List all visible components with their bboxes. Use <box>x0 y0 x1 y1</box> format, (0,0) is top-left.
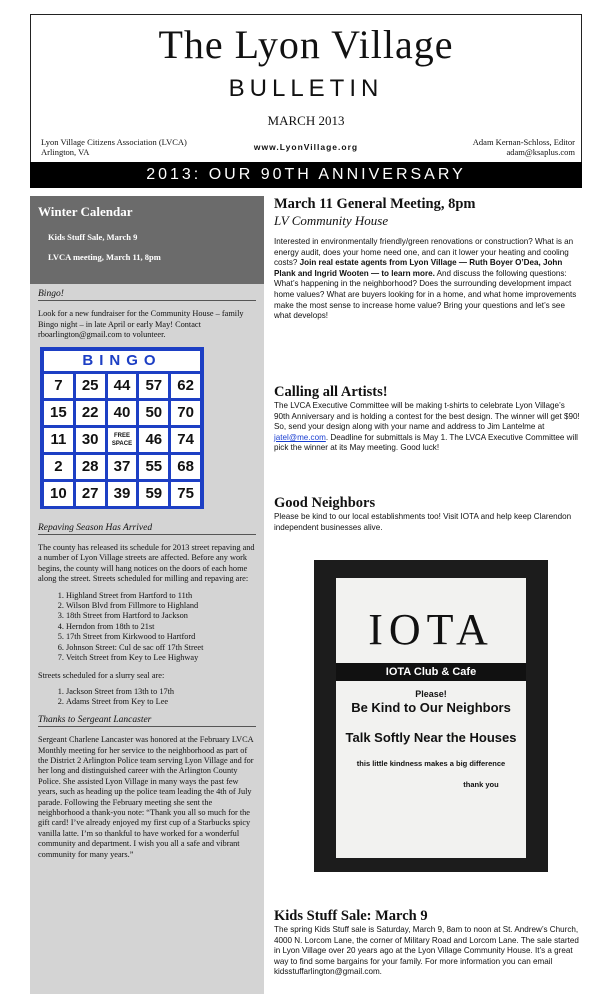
bingo-cell: 37 <box>108 455 137 479</box>
bingo-card-header: BINGO <box>44 351 200 371</box>
newsletter-page <box>30 14 582 994</box>
anniversary-banner: 2013: OUR 90TH ANNIVERSARY <box>30 162 582 188</box>
bingo-cell: 57 <box>139 374 168 398</box>
artist-email-link[interactable]: jatel@me.com <box>274 432 326 442</box>
publisher-location: Arlington, VA <box>41 147 90 157</box>
artists-article <box>274 384 582 454</box>
repaving-title: Repaving Season Has Arrived <box>38 523 256 535</box>
list-item: 2. Adams Street from Key to Lee <box>66 697 256 707</box>
bingo-cell: 62 <box>171 374 200 398</box>
calendar-heading: Winter Calendar <box>38 204 133 219</box>
masthead <box>30 14 582 164</box>
bingo-cell: 2 <box>44 455 73 479</box>
bingo-cell: 27 <box>76 482 105 506</box>
bingo-cell: 39 <box>108 482 137 506</box>
newsletter-title: The Lyon Village <box>158 22 454 67</box>
bingo-cell: 10 <box>44 482 73 506</box>
artists-text-2: . Deadline for submittals is May 1. The LVCA Executive Committee will pick the winner at its May meeting. Good luck! <box>274 432 578 453</box>
bingo-cell: 28 <box>76 455 105 479</box>
bingo-cell: 15 <box>44 401 73 425</box>
sign-line-2: Talk Softly Near the Houses <box>345 730 517 745</box>
bingo-cell: 59 <box>139 482 168 506</box>
editor-info <box>473 137 575 157</box>
calendar-event: LVCA meeting, March 11, 8pm <box>48 252 161 262</box>
issue-date: MARCH 2013 <box>267 113 345 128</box>
bingo-cell: 40 <box>108 401 137 425</box>
iota-sign <box>336 578 526 858</box>
bingo-cell: 50 <box>139 401 168 425</box>
kids-article <box>274 908 582 978</box>
website-link[interactable]: www.LyonVillage.org <box>253 142 359 152</box>
meeting-subtitle: LV Community House <box>274 213 389 228</box>
bingo-cell: 22 <box>76 401 105 425</box>
bingo-cell: 30 <box>76 428 105 452</box>
publisher-org: Lyon Village Citizens Association (LVCA) <box>41 137 187 147</box>
meeting-title: March 11 General Meeting, 8pm <box>274 196 476 212</box>
neighbors-title: Good Neighbors <box>274 495 376 511</box>
bingo-text: Look for a new fundraiser for the Community House – family Bingo night – in late April or early May! Contact rboarlington@gmail.com to volunteer. <box>38 309 244 340</box>
thanks-text: Sergeant Charlene Lancaster was honored at the February LVCA Monthly meeting for her service to the neighborhood as part of the District 2 Arlington Police team serving Lyon Village and for her long and distinguished career with the Arlington County Police. She assisted Lyon Village in many ways the past few years, such as heading up the police team leading the 4th of July parade. Following the February meeting she sent the neighborhood a thank-you note: “Thank you all so much for the gift card! I’ve already enjoyed my first cup of a Starbucks spicy vanilla latte. I’m so thankful to have worked for a wonderful community and department. I wish you all a safe and vibrant community for many years.” <box>38 735 254 859</box>
bingo-cell: 68 <box>171 455 200 479</box>
neighbors-text: Please be kind to our local establishments too! Visit IOTA and help keep Clarendon independent businesses alive. <box>274 512 572 532</box>
repaving-section <box>30 523 264 708</box>
bingo-cell: FREE SPACE <box>108 428 137 452</box>
list-item: 1. Jackson Street from 13th to 17th <box>66 687 256 697</box>
iota-sign-photo <box>314 560 548 872</box>
list-item: 1. Highland Street from Hartford to 11th <box>66 591 256 601</box>
meeting-text: Interested in environmentally friendly/green renovations or construction? What is an energy audit, does your home need one, and can it lower your heating and cooling costs? <box>274 237 574 268</box>
sign-small-text: this little kindness makes a big difference <box>356 759 506 768</box>
bingo-cell: 70 <box>171 401 200 425</box>
slurry-list <box>38 687 256 708</box>
meeting-text-2: And discuss the following questions: What’s happening in the neighborhood? Does the surrounding development impact home values? What are buyers looking for in a home, and what home improvements make the most sense to increase home value? Bring your questions and let’s see what develops! <box>274 268 577 321</box>
slurry-intro: Streets scheduled for a slurry seal are: <box>38 670 165 680</box>
sign-thanks: thank you <box>463 780 499 789</box>
bingo-cell: 11 <box>44 428 73 452</box>
bingo-cell: 74 <box>171 428 200 452</box>
bingo-cell: 7 <box>44 374 73 398</box>
thanks-title: Thanks to Sergeant Lancaster <box>38 715 256 727</box>
bingo-grid <box>44 374 200 506</box>
sidebar <box>30 196 264 994</box>
bingo-cell: 55 <box>139 455 168 479</box>
editor-name: Adam Kernan-Schloss, Editor <box>472 137 575 147</box>
artists-title: Calling all Artists! <box>274 384 388 400</box>
calendar-box <box>30 196 264 284</box>
meeting-article <box>274 196 582 322</box>
bingo-cell: 75 <box>171 482 200 506</box>
kids-text: The spring Kids Stuff sale is Saturday, March 9, 8am to noon at St. Andrew’s Church, 4000 N. Lorcom Lane, the corner of Military Road and Lorcom Lane. The sale started in Lyon Village over 20 years ago at the Lyon Village Community House. It’s a great way to find some bargains for your family. For more information you can email kidsstuffarlington@gmail.com. <box>274 925 579 977</box>
thanks-section <box>30 715 264 860</box>
meeting-body <box>274 237 582 322</box>
iota-logo: IOTA <box>368 605 494 654</box>
milling-list <box>38 591 256 664</box>
list-item: 3. 18th Street from Hartford to Jackson <box>66 611 256 621</box>
repaving-intro: The county has released its schedule for 2013 street repaving and a number of Lyon Village streets are affected. Before any work begins, the county will hang notices on the doors of each home along the street. Streets scheduled for milling and repaving are: <box>38 543 255 584</box>
sign-please: Please! <box>415 689 447 699</box>
list-item: 4. Herndon from 18th to 21st <box>66 622 256 632</box>
neighbors-article <box>274 495 582 533</box>
list-item: 7. Veitch Street from Key to Lee Highway <box>66 653 256 663</box>
artists-body <box>274 401 582 454</box>
list-item: 2. Wilson Blvd from Fillmore to Highland <box>66 601 256 611</box>
editor-email[interactable]: adam@ksaplus.com <box>506 147 575 157</box>
sign-line-1: Be Kind to Our Neighbors <box>351 700 511 715</box>
list-item: 5. 17th Street from Kirkwood to Hartford <box>66 632 256 642</box>
newsletter-subtitle: BULLETIN <box>228 75 384 102</box>
bingo-cell: 25 <box>76 374 105 398</box>
bingo-card-image <box>40 347 204 509</box>
bingo-cell: 46 <box>139 428 168 452</box>
artists-text: The LVCA Executive Committee will be making t-shirts to celebrate Lyon Village’s 90th Anniversary and is holding a contest for the best design. The winner will get $90! So, send your design along with your name and address to Jim Lantelme at <box>274 401 580 432</box>
bingo-cell: 44 <box>108 374 137 398</box>
bingo-title: Bingo! <box>38 289 256 301</box>
calendar-event: Kids Stuff Sale, March 9 <box>48 232 138 242</box>
meeting-bold-text: Join real estate agents from Lyon Village — Ruth Boyer O’Dea, John Plank and Ingrid Wooten — to learn more. <box>274 258 563 278</box>
bingo-section <box>30 289 264 509</box>
list-item: 6. Johnson Street: Cul de sac off 17th Street <box>66 643 256 653</box>
kids-title: Kids Stuff Sale: March 9 <box>274 908 428 924</box>
sign-club-name: IOTA Club & Cafe <box>336 663 526 681</box>
